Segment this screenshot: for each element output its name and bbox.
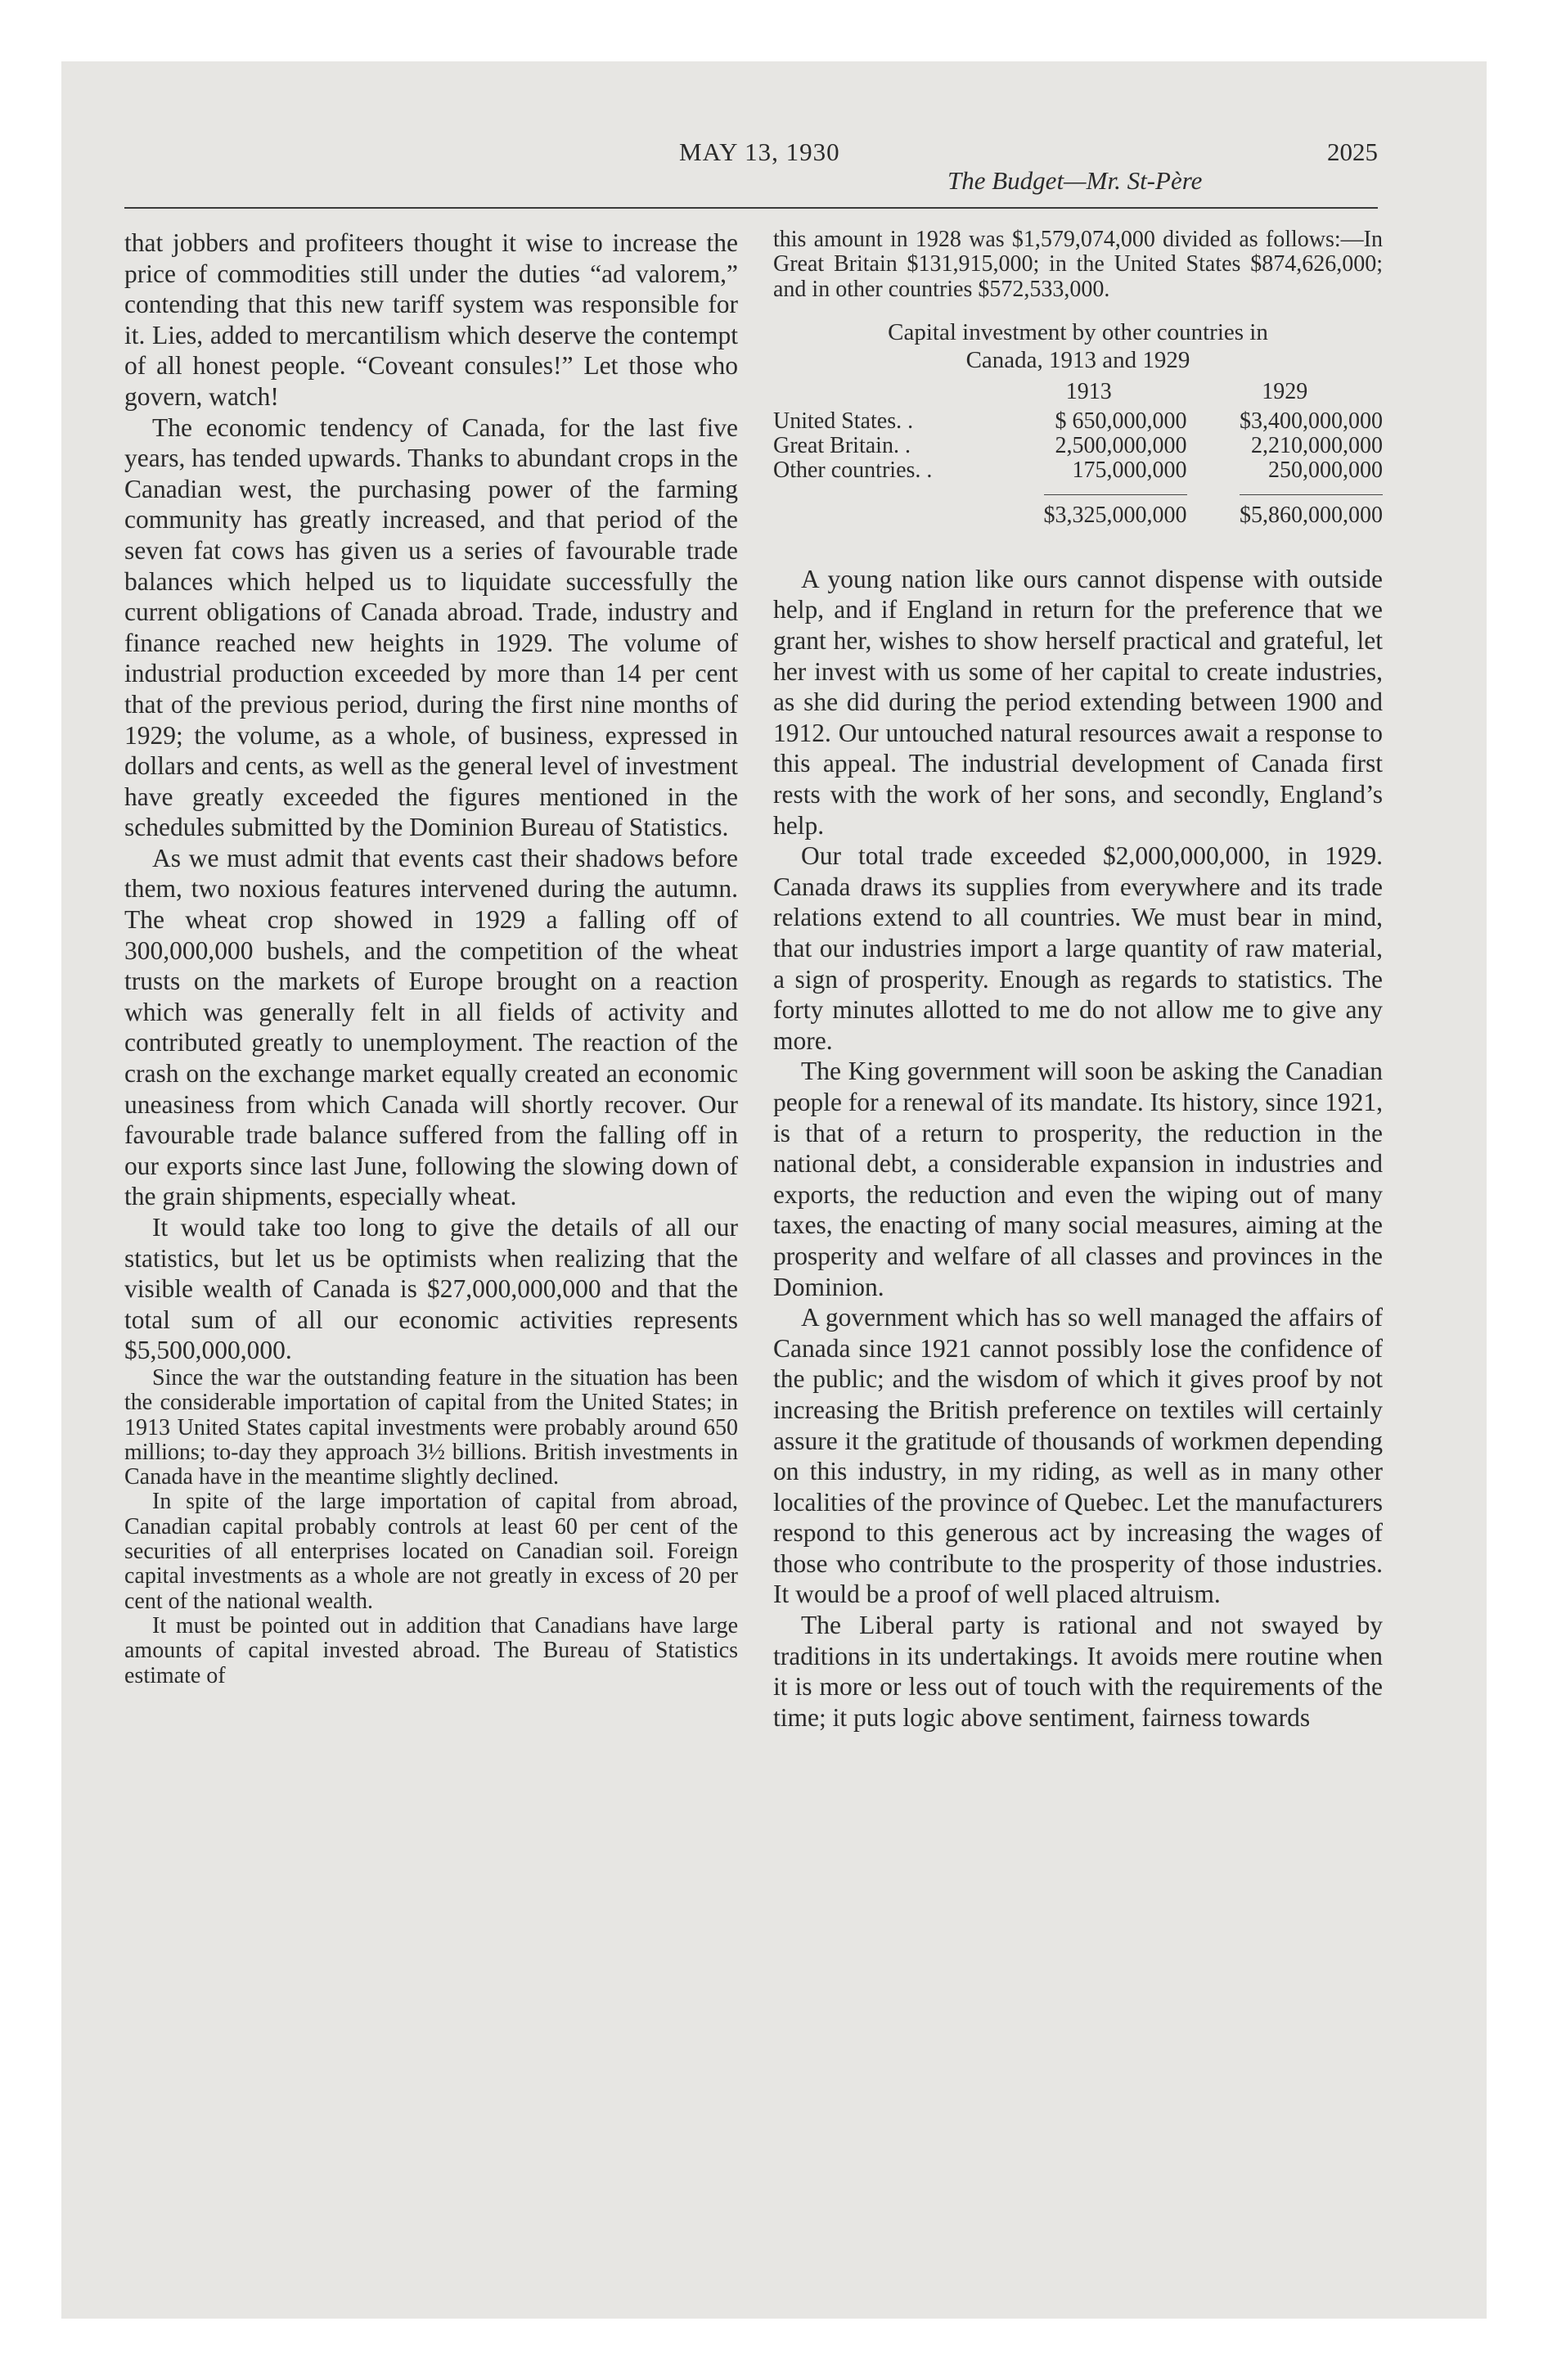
running-title: The Budget—Mr. St-Père: [947, 166, 1203, 195]
paragraph: A young nation like ours cannot dispense with outside help, and if England in return for the preference that we grant her, wishes to show herself practical and grateful, let her invest with us some of her capital to create industries, as she did during the period extending between 1900 and 1912. Our untouched natural resources await a response to this appeal. The industrial development of Canada first rests with the work of her sons, and secondly, England’s help.: [773, 564, 1383, 840]
header-rule: [124, 207, 1378, 209]
page-number: 2025: [1327, 137, 1378, 166]
paragraph: It would take too long to give the details of all our statistics, but let us be optimists when realizing that the visible wealth of Canada is $27,000,000,000 and that the total sum of all our economic activities represents $5,500,000,000.: [124, 1213, 738, 1365]
total-1913: $3,325,000,000: [1044, 494, 1187, 528]
table-title: Capital investment by other countries in Canada, 1913 and 1929: [888, 318, 1268, 373]
table-row: United States. . $ 650,000,000 $3,400,000,000: [773, 408, 1383, 434]
paragraph: A government which has so well managed the affairs of Canada since 1921 cannot possibly lose the confidence of the public; and the wisdom of which it gives proof by not increasing the British preference on textiles will certainly assure it the gratitude of thousands of workmen depending on this industry, in my riding, as well as in many other localities of the province of Quebec. Let the manufacturers respond to this generous act by increasing the wages of those who contribute to the prosperity of those industries. It would be a proof of well placed altruism.: [773, 1303, 1383, 1609]
paragraph: The Liberal party is rational and not swayed by traditions in its undertakings. It avoids mere routine when it is more or less out of touch with the requirements of the time; it puts logic above sentiment, fairness towards: [773, 1611, 1383, 1732]
paragraph: As we must admit that events cast their shadows before them, two noxious features intervened during the autumn. The wheat crop showed in 1929 a falling off of 300,000,000 bushels, and the competition of the wheat trusts on the markets of Europe brought on a reaction which was generally felt in all fields of activity and contributed greatly to unemployment. The reaction of the crash on the exchange market equally created an economic uneasiness from which Canada will shortly recover. Our favourable trade balance suffered from the falling off in our exports since last June, following the slowing down of the grain shipments, especially wheat.: [124, 843, 738, 1211]
paragraph: Our total trade exceeded $2,000,000,000, in 1929. Canada draws its supplies from everywhere and its trade relations extend to all countries. We must bear in mind, that our industries import a large quantity of raw material, a sign of prosperity. Enough as regards to statistics. The forty minutes allotted to me do not allow me to give any more.: [773, 841, 1383, 1055]
column-header: 1929: [1262, 378, 1308, 404]
paragraph: The King government will soon be asking the Canadian people for a renewal of its mandate. Its history, since 1921, is that of a return to prosperity, the reduction in the national debt, a considerable expansion in industries and exports, the reduction and even the wiping out of many taxes, the enacting of many social measures, aiming at the prosperity and welfare of all classes and provinces in the Dominion.: [773, 1057, 1383, 1301]
column-header: 1913: [1065, 378, 1112, 404]
paragraph: that jobbers and profiteers thought it wise to increase the price of commodities still under the duties “ad valorem,” contending that this new tariff system was responsible for it. Lies, added to mercantilism which deserve the contempt of all honest people. “Coveant consules!” Let those who govern, watch!: [124, 228, 738, 411]
paragraph: Since the war the outstanding feature in the situation has been the considerable importation of capital from the United States; in 1913 United States capital investments were probably around 650 millions; to-day they approach 3½ billions. British investments in Canada have in the meantime slightly declined.: [124, 1364, 738, 1490]
capital-investment-table: [773, 379, 1383, 528]
total-1929: $5,860,000,000: [1240, 494, 1383, 528]
table-row: Other countries. . 175,000,000 250,000,000: [773, 457, 1383, 483]
small-print-block: [773, 228, 1383, 302]
paragraph: It must be pointed out in addition that Canadians have large amounts of capital invested abroad. The Bureau of Statistics estimate of: [124, 1612, 738, 1688]
table-row: Great Britain. . 2,500,000,000 2,210,000,000: [773, 432, 1383, 458]
paragraph: In spite of the large importation of capital from abroad, Canadian capital probably controls at least 60 per cent of the securities of all enterprises located on Canadian soil. Foreign capital investments as a whole are not greatly in excess of 20 per cent of the national wealth.: [124, 1489, 738, 1614]
table-total-row: [773, 483, 1383, 528]
right-column: [773, 228, 1383, 1733]
left-column: [124, 228, 738, 1688]
paragraph: this amount in 1928 was $1,579,074,000 divided as follows:—In Great Britain $131,915,000; in the United States $874,626,000; and in other countries $572,533,000.: [773, 227, 1383, 302]
small-print-block: [124, 1366, 738, 1688]
paragraph: The economic tendency of Canada, for the last five years, has tended upwards. Thanks to abundant crops in the Canadian west, the purchasing power of the farming community has greatly increased, and that period of the seven fat cows has given us a series of favourable trade balances which helped us to liquidate successfully the current obligations of Canada abroad. Trade, industry and finance reached new heights in 1929. The volume of industrial production exceeded by more than 14 per cent that of the previous period, during the first nine months of 1929; the volume, as a whole, of business, expressed in dollars and cents, as well as the general level of investment have greatly exceeded the figures mentioned in the schedules submitted by the Dominion Bureau of Statistics.: [124, 412, 738, 842]
page-date: MAY 13, 1930: [679, 137, 840, 166]
